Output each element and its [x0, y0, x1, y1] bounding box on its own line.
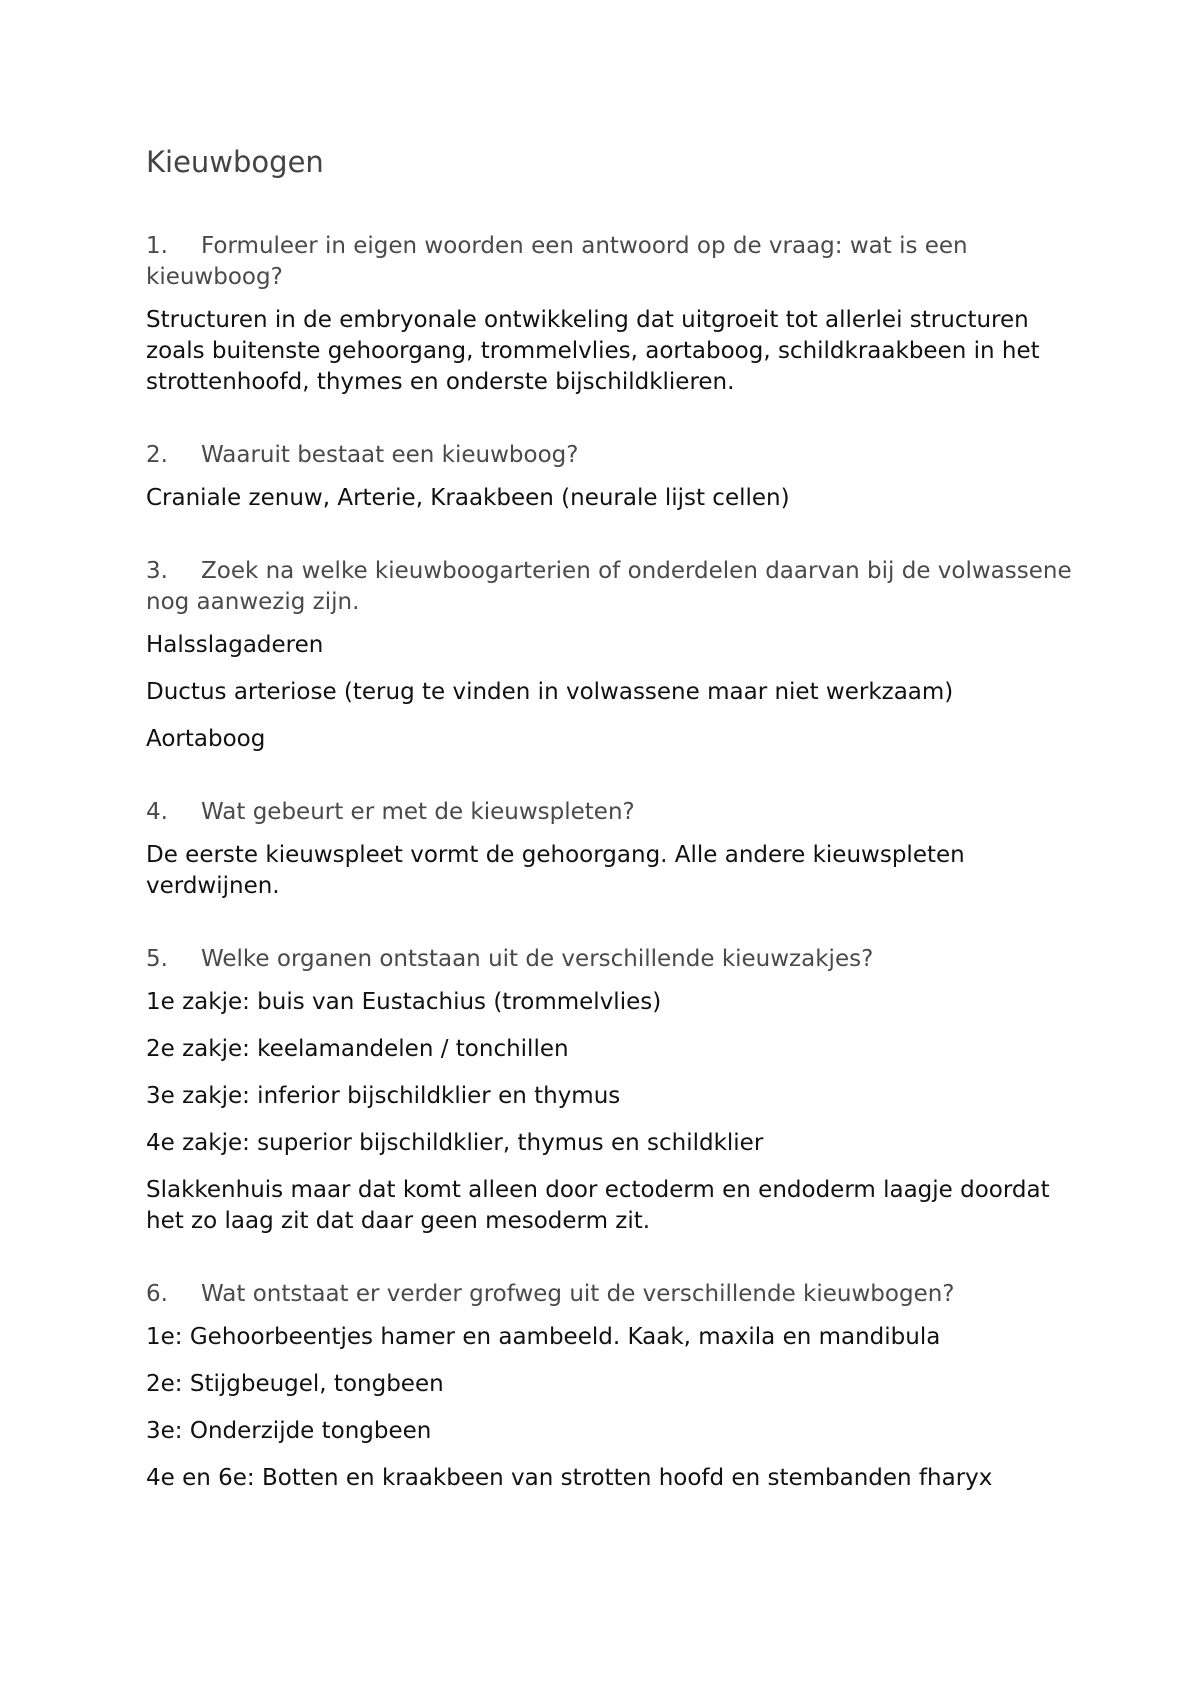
- answer-text: Halsslagaderen: [146, 632, 324, 658]
- answer-text: 3e: Onderzijde tongbeen: [146, 1418, 432, 1444]
- answer-text: Craniale zenuw, Arterie, Kraakbeen (neurale lijst cellen): [146, 485, 790, 511]
- question-number: 4.: [146, 799, 168, 825]
- question-label: Waaruit bestaat een kieuwboog?: [201, 442, 579, 468]
- question-text: [146, 797, 1086, 828]
- question-text: [146, 440, 1086, 471]
- document-title: Kieuwbogen: [146, 145, 324, 179]
- answer-text: 4e en 6e: Botten en kraakbeen van strotten hoofd en stembanden fharyx: [146, 1465, 993, 1491]
- question-label: Zoek na welke kieuwboogarterien of onderdelen daarvan bij de volwassene nog aanwezig zijn.: [146, 558, 1072, 615]
- question-label: Welke organen ontstaan uit de verschillende kieuwzakjes?: [201, 946, 874, 972]
- question-block-3: [146, 556, 1086, 755]
- question-text: [146, 944, 1086, 975]
- answer-text: Structuren in de embryonale ontwikkeling dat uitgroeit tot allerlei structuren zoals buitenste gehoorgang, trommelvlies, aortaboog, schildkraakbeen in het strottenhoofd, thymes en onderste bijschildklieren.: [146, 307, 1040, 395]
- question-text: [146, 231, 1086, 293]
- answer-text: Slakkenhuis maar dat komt alleen door ectoderm en endoderm laagje doordat het zo laag zit dat daar geen mesoderm zit.: [146, 1177, 1050, 1234]
- question-number: 3.: [146, 558, 168, 584]
- answer-text: 2e zakje: keelamandelen / tonchillen: [146, 1036, 569, 1062]
- question-block-5: [146, 944, 1086, 1237]
- question-number: 6.: [146, 1281, 168, 1307]
- question-block-6: [146, 1279, 1086, 1494]
- answer-text: Aortaboog: [146, 726, 266, 752]
- question-block-2: [146, 440, 1086, 514]
- question-number: 2.: [146, 442, 168, 468]
- answer-text: De eerste kieuwspleet vormt de gehoorgang. Alle andere kieuwspleten verdwijnen.: [146, 842, 965, 899]
- answer-text: 2e: Stijgbeugel, tongbeen: [146, 1371, 444, 1397]
- answer-text: Ductus arteriose (terug te vinden in volwassene maar niet werkzaam): [146, 679, 954, 705]
- question-label: Wat ontstaat er verder grofweg uit de verschillende kieuwbogen?: [201, 1281, 955, 1307]
- question-label: Formuleer in eigen woorden een antwoord op de vraag: wat is een kieuwboog?: [146, 233, 968, 290]
- question-block-1: [146, 231, 1086, 398]
- answer-text: 3e zakje: inferior bijschildklier en thymus: [146, 1083, 621, 1109]
- question-label: Wat gebeurt er met de kieuwspleten?: [201, 799, 635, 825]
- answer-text: 4e zakje: superior bijschildklier, thymus en schildklier: [146, 1130, 764, 1156]
- question-number: 5.: [146, 946, 168, 972]
- question-block-4: [146, 797, 1086, 902]
- question-number: 1.: [146, 233, 168, 259]
- question-text: [146, 556, 1086, 618]
- answer-text: 1e zakje: buis van Eustachius (trommelvlies): [146, 989, 662, 1015]
- answer-text: 1e: Gehoorbeentjes hamer en aambeeld. Kaak, maxila en mandibula: [146, 1324, 941, 1350]
- document-page: [146, 142, 1086, 1536]
- question-text: [146, 1279, 1086, 1310]
